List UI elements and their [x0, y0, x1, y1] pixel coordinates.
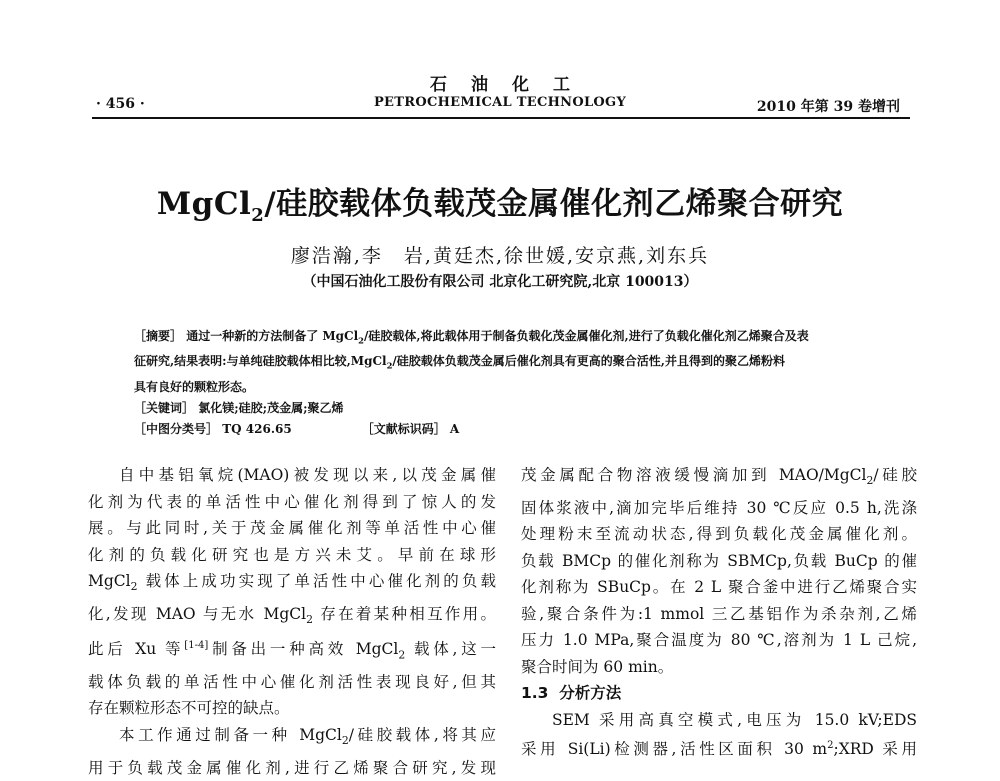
superscript: 2	[827, 740, 834, 752]
subscript: 2	[398, 648, 406, 662]
citation-ref[interactable]: [1-4]	[184, 640, 209, 652]
body-text: 此后 Xu 等	[88, 640, 185, 659]
body-line: 负载 BMCp 的催化剂称为 SBMCp,负载 BuCp 的催	[521, 551, 917, 570]
section-number: 1.3	[521, 684, 549, 703]
doc-code-label: ［文献标识码］	[361, 421, 446, 436]
body-text: 存在着某种相互作用。	[313, 604, 496, 623]
title-text: /硅胶载体负载茂金属催化剂乙烯聚合研究	[264, 186, 844, 222]
body-line: 压力 1.0 MPa,聚合温度为 80 ℃,溶剂为 1 L 己烷,	[521, 631, 917, 650]
abstract-block	[134, 326, 874, 440]
abstract-line	[134, 377, 874, 398]
body-line: 存在颗粒形态不可控的缺点。	[88, 699, 290, 718]
body-line	[521, 733, 917, 763]
author-list: 廖浩瀚,李 岩,黄廷杰,徐世媛,安京燕,刘东兵	[290, 245, 710, 267]
abstract-line	[134, 326, 874, 351]
subscript: 2	[341, 734, 349, 748]
body-line	[521, 462, 917, 495]
keywords-label: ［关键词］	[134, 400, 195, 415]
body-line: 验,聚合条件为:1 mmol 三乙基铝作为杀杂剂,乙烯	[521, 604, 917, 623]
affiliation: （中国石油化工股份有限公司 北京化工研究院,北京 100013）	[302, 274, 698, 290]
keywords: 氯化镁;硅胶;茂金属;聚乙烯	[198, 400, 344, 415]
body-line: SEM 采用高真空模式,电压为 15.0 kV;EDS	[552, 710, 917, 729]
subscript: 2	[358, 335, 364, 346]
subscript: 2	[866, 474, 874, 488]
body-line: 处理粉末至流动状态,得到负载化茂金属催化剂。	[521, 525, 917, 544]
header-rule	[92, 117, 910, 119]
body-text: 茂金属配合物溶液缓慢滴加到 MAO/MgCl	[521, 466, 867, 484]
body-line: 展。与此同时,关于茂金属催化剂等单活性中心催	[88, 519, 496, 537]
abstract-text: /硅胶载体,将此载体用于制备负载化茂金属催化剂,进行了负载化催化剂乙烯聚合及表	[364, 329, 809, 343]
journal-title-en: PETROCHEMICAL TECHNOLOGY	[373, 95, 627, 110]
title-formula: MgCl	[156, 186, 252, 222]
body-text: /硅胶载体,将其应	[348, 725, 496, 744]
body-line: 化剂称为 SBuCp。在 2 L 聚合釜中进行乙烯聚合实	[521, 578, 917, 597]
abstract-text: 通过一种新的方法制备了 MgCl	[186, 329, 359, 343]
body-line	[88, 601, 496, 634]
body-line: 用于负载茂金属催化剂,进行乙烯聚合研究,发现	[88, 758, 496, 777]
clc-code: TQ 426.65	[222, 421, 292, 436]
subscript: 2	[386, 360, 393, 371]
body-line: 化剂的负载化研究也是方兴未艾。早前在球形	[88, 545, 496, 564]
keywords-line	[134, 398, 874, 419]
article-title	[0, 178, 1000, 226]
body-text: MgCl	[88, 572, 131, 590]
body-line: 化剂为代表的单活性中心催化剂得到了惊人的发	[88, 492, 496, 511]
subscript: 2	[306, 612, 314, 626]
journal-title-cn: 石油化工	[430, 75, 594, 95]
issue-info: 2010 年第 39 卷增刊	[756, 99, 900, 115]
body-line	[88, 722, 496, 755]
abstract-text: 征研究,结果表明:与单纯硅胶载体相比较,MgCl	[134, 354, 387, 369]
body-text: 化,发现 MAO 与无水 MgCl	[88, 604, 307, 623]
classification-line	[134, 419, 874, 440]
body-column-right	[521, 462, 917, 763]
body-text: 制备出一种高效 MgCl	[208, 640, 399, 659]
body-text: 采用 Si(Li)检测器,活性区面积 30 m	[521, 740, 828, 759]
body-line: 载体负载的单活性中心催化剂活性表现良好,但其	[88, 672, 496, 691]
body-line	[88, 568, 496, 601]
section-heading	[521, 680, 917, 707]
body-text: /硅胶	[873, 466, 917, 484]
body-text: 本工作通过制备一种 MgCl	[119, 725, 342, 744]
body-line: 自中基铝氧烷(MAO)被发现以来,以茂金属催	[119, 466, 496, 484]
doc-code: A	[449, 421, 460, 436]
abstract-line	[134, 351, 874, 376]
body-line: 固体浆液中,滴加完毕后维持 30 ℃反应 0.5 h,洗涤	[521, 498, 917, 517]
section-title: 分析方法	[559, 684, 622, 703]
abstract-label: ［摘要］	[134, 329, 183, 343]
page-number: · 456 ·	[96, 96, 145, 112]
body-line	[88, 633, 496, 669]
body-line: 聚合时间为 60 min。	[521, 657, 674, 676]
abstract-text: /硅胶载体负载茂金属后催化剂具有更高的聚合活性,并且得到的聚乙烯粉料	[392, 354, 785, 369]
body-column-left	[88, 462, 496, 781]
body-text: ;XRD 采用	[833, 740, 917, 759]
subscript: 2	[130, 580, 138, 594]
abstract-text: 具有良好的颗粒形态。	[134, 379, 255, 394]
body-text: 载体,这一	[405, 640, 496, 659]
title-subscript: 2	[251, 205, 265, 227]
body-text: 载体上成功实现了单活性中心催化剂的负载	[137, 572, 496, 590]
clc-label: ［中图分类号］	[134, 421, 219, 436]
